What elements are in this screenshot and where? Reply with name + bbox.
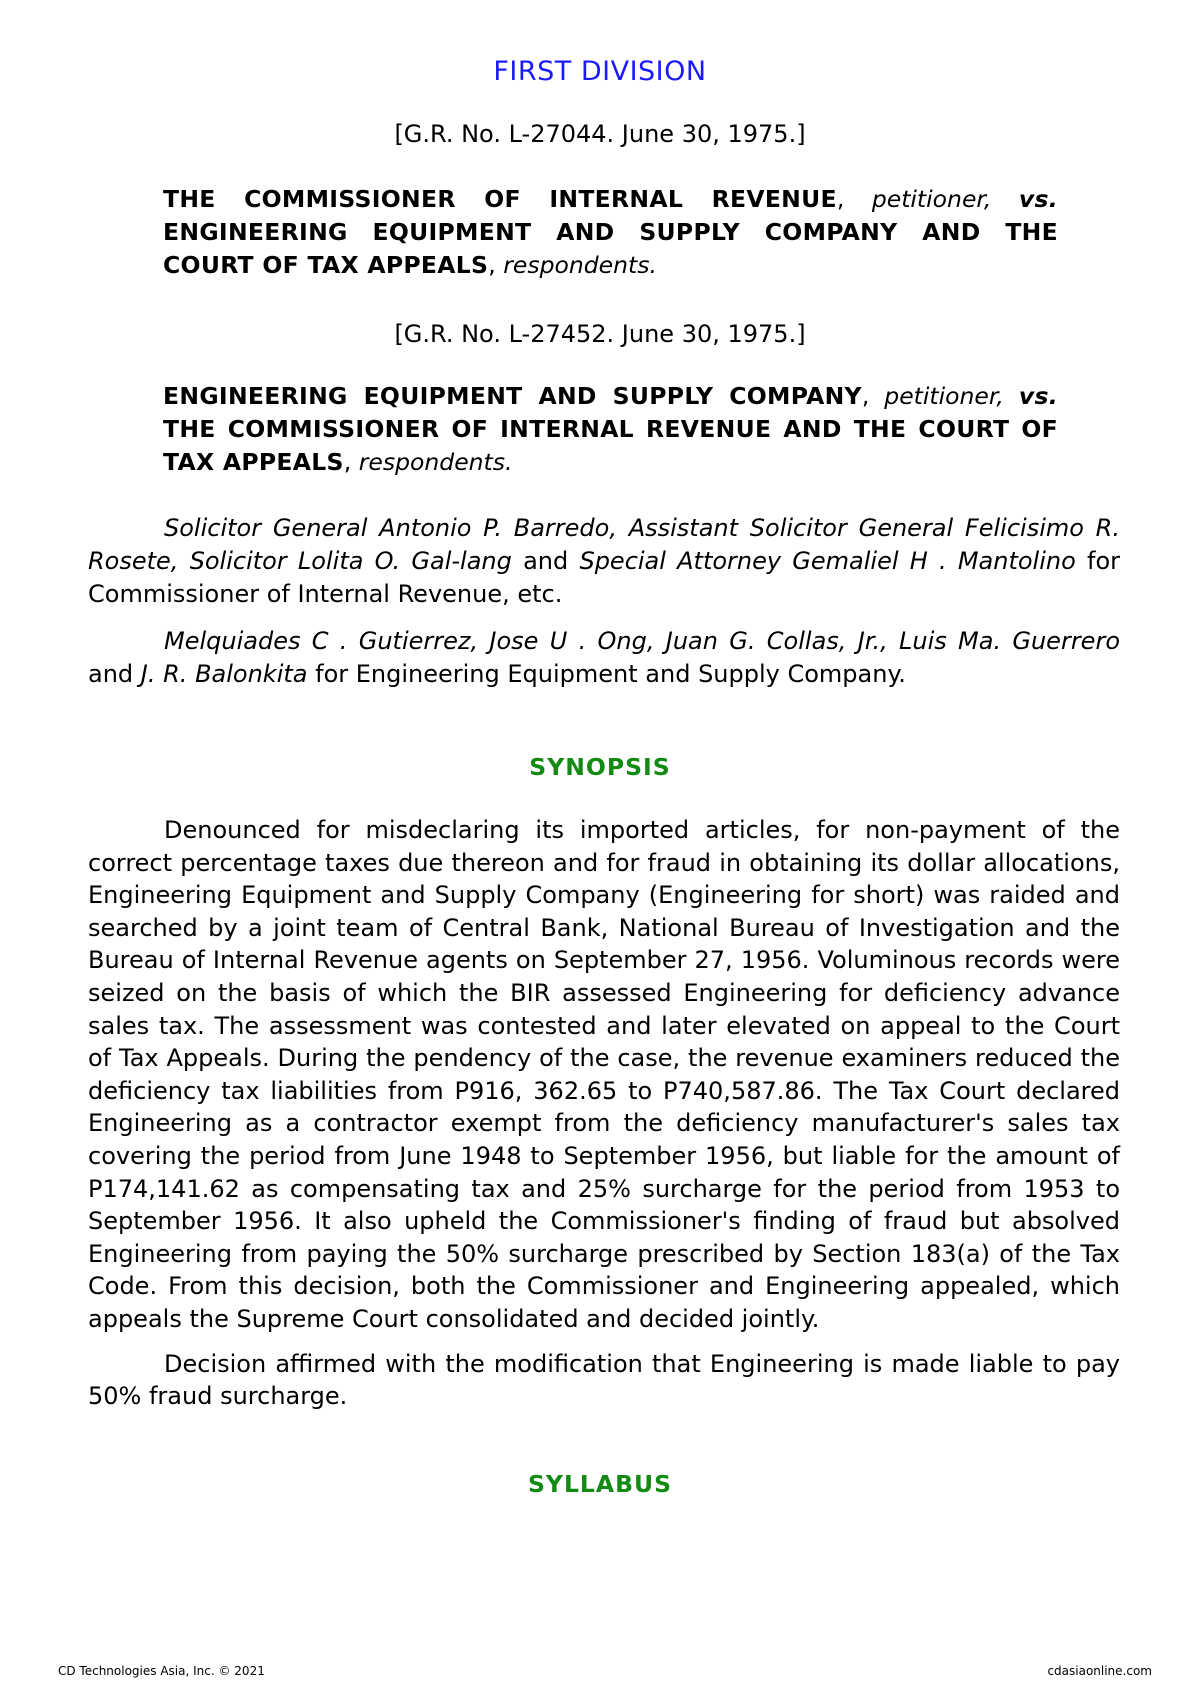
case1-party1: THE COMMISSIONER OF INTERNAL REVENUE xyxy=(163,185,837,213)
counsel1-rest: for Commissioner of Internal Revenue, etc. xyxy=(88,547,1120,608)
synopsis-body xyxy=(88,814,1120,1425)
case2-party2: THE COMMISSIONER OF INTERNAL REVENUE AND THE COURT OF TAX APPEALS xyxy=(163,415,1058,476)
case2-role2: respondents. xyxy=(358,448,513,476)
division-title: FIRST DIVISION xyxy=(493,56,707,87)
counsel2-names: Melquiades C . Gutierrez, Jose U . Ong, Juan G. Collas, Jr., Luis Ma. Guerrero xyxy=(164,627,1120,655)
counsel1-and: and xyxy=(523,547,569,575)
counsel2-names2: J. R. Balonkita xyxy=(140,660,308,688)
counsel1-names: Solicitor General Antonio P. Barredo, Assistant Solicitor General Felicisimo R. Rosete, Solicitor Lolita O. Gal-lang xyxy=(88,514,1120,575)
counsel2-rest: for Engineering Equipment and Supply Company. xyxy=(315,660,906,688)
synopsis-paragraph-1: Denounced for misdeclaring its imported articles, for non-payment of the correct percentage taxes due thereon and for fraud in obtaining its dollar allocations, Engineering Equipment and Supply Company (Engineering for short) was raided and searched by a joint team of Central Bank, National Bureau of Investigation and the Bureau of Internal Revenue agents on September 27, 1956. Voluminous records were seized on the basis of which the BIR assessed Engineering for deficiency advance sales tax. The assessment was contested and later elevated on appeal to the Court of Tax Appeals. During the pendency of the case, the revenue examiners reduced the deficiency tax liabilities from P916, 362.65 to P740,587.86. The Tax Court declared Engineering as a contractor exempt from the deficiency manufacturer's sales tax covering the period from June 1948 to September 1956, but liable for the amount of P174,141.62 as compensating tax and 25% surcharge for the period from 1953 to September 1956. It also upheld the Commissioner's finding of fraud but absolved Engineering from paying the 50% surcharge prescribed by Section 183(a) of the Tax Code. From this decision, both the Commissioner and Engineering appealed, which appeals the Supreme Court consolidated and decided jointly. xyxy=(88,816,1120,1333)
counsel1-names2: Special Attorney Gemaliel H . Mantolino xyxy=(579,547,1076,575)
case1-role1: petitioner, xyxy=(871,185,992,213)
case1-gr-number: [G.R. No. L-27044. June 30, 1975.] xyxy=(394,120,806,148)
counsel-section xyxy=(88,512,1120,705)
case2-vs: vs. xyxy=(1018,382,1058,410)
counsel-paragraph-2 xyxy=(88,625,1120,691)
case1-role2: respondents. xyxy=(503,251,657,279)
footer-copyright: CD Technologies Asia, Inc. © 2021 xyxy=(58,1664,265,1678)
case2-role1: petitioner, xyxy=(884,382,1004,410)
synopsis-heading: SYNOPSIS xyxy=(529,753,671,781)
counsel-paragraph-1 xyxy=(88,512,1120,611)
syllabus-heading: SYLLABUS xyxy=(528,1470,672,1498)
case2-party1: ENGINEERING EQUIPMENT AND SUPPLY COMPANY xyxy=(163,382,862,410)
case1-party2: ENGINEERING EQUIPMENT AND SUPPLY COMPANY AND THE COURT OF TAX APPEALS xyxy=(163,218,1058,279)
footer-website: cdasiaonline.com xyxy=(1047,1664,1152,1678)
case2-caption: ENGINEERING EQUIPMENT AND SUPPLY COMPANY, petitioner, vs. THE COMMISSIONER OF INTERNAL REVENUE AND THE COURT OF TAX APPEALS, respondents. xyxy=(163,382,1058,476)
case2-gr-number: [G.R. No. L-27452. June 30, 1975.] xyxy=(394,320,806,348)
synopsis-paragraph-2: Decision affirmed with the modification that Engineering is made liable to pay 50% fraud surcharge. xyxy=(88,1349,1120,1411)
case1-vs: vs. xyxy=(1018,185,1058,213)
case1-caption: THE COMMISSIONER OF INTERNAL REVENUE, petitioner, vs. ENGINEERING EQUIPMENT AND SUPPLY COMPANY AND THE COURT OF TAX APPEALS, respondents. xyxy=(163,185,1058,279)
counsel2-and: and xyxy=(88,660,134,688)
